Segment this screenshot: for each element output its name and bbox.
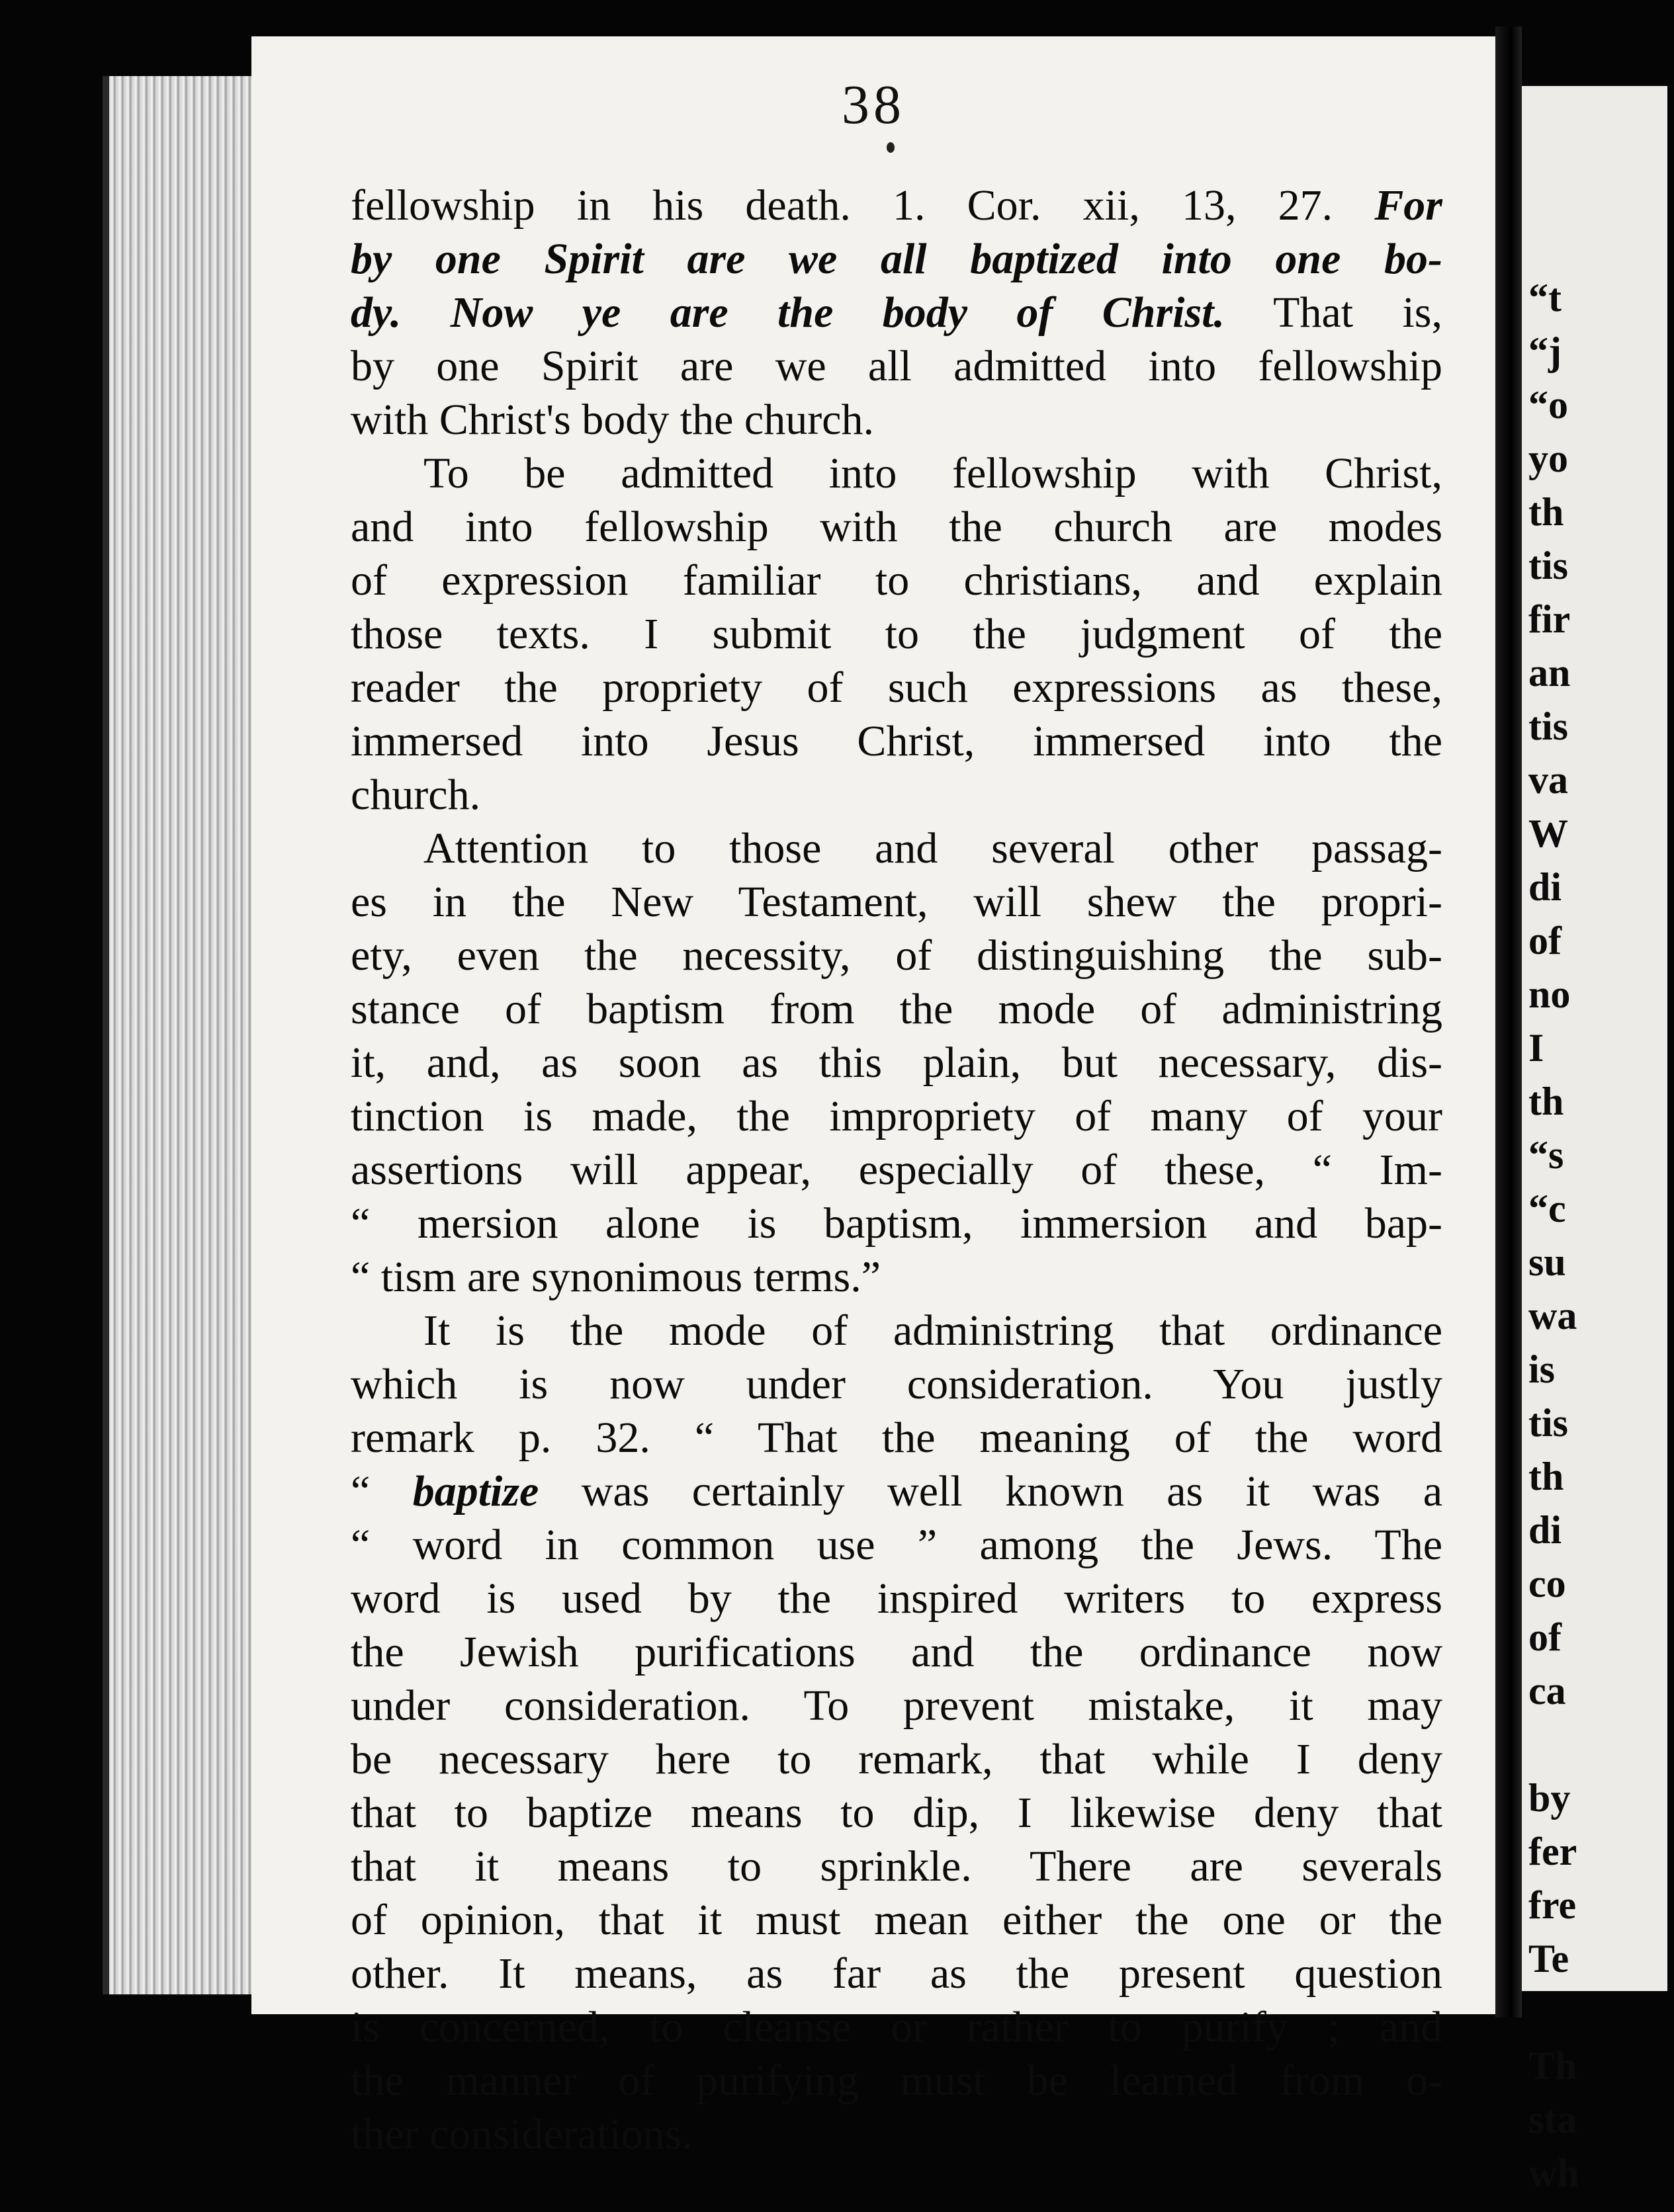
facing-page-fragment: W xyxy=(1528,812,1568,855)
text-segment: be necessary here to remark, that while I deny xyxy=(351,1735,1442,1783)
text-line xyxy=(351,822,1442,875)
facing-page-fragment: sta xyxy=(1528,2098,1577,2141)
text-segment: tinction is made, the impropriety of many of your xyxy=(351,1092,1442,1140)
facing-page-fragment: “s xyxy=(1528,1133,1564,1177)
text-segment: immersed into Jesus Christ, immersed into the xyxy=(351,717,1442,765)
facing-page-fragment: su xyxy=(1528,1240,1566,1284)
text-segment: is concerned, to cleanse or rather to purify ; and xyxy=(351,2003,1442,2051)
text-segment: stance of baptism from the mode of administring xyxy=(351,985,1442,1033)
text-segment: ther considerations. xyxy=(351,2110,693,2158)
text-line xyxy=(351,500,1442,554)
text-segment: of opinion, that it must mean either the one or the xyxy=(351,1896,1442,1944)
text-line xyxy=(351,875,1442,929)
text-segment: To be admitted into fellowship with Christ, xyxy=(423,449,1442,497)
text-segment: the Jewish purifications and the ordinance now xyxy=(351,1628,1442,1676)
text-line xyxy=(351,661,1442,714)
text-line xyxy=(351,339,1442,393)
text-line xyxy=(351,286,1442,339)
facing-page-fragment xyxy=(1528,1718,1674,1771)
facing-page-fragment: di xyxy=(1528,865,1562,909)
text-line xyxy=(351,1893,1442,1947)
text-segment: the manner of purifying must be learned from o- xyxy=(351,2057,1442,2105)
text-segment: with Christ's body the church. xyxy=(351,396,874,444)
text-line xyxy=(351,2054,1442,2107)
text-segment: that it means to sprinkle. There are severals xyxy=(351,1842,1442,1891)
italic-text: For xyxy=(1374,181,1442,230)
text-segment: was certainly well known as it was a xyxy=(539,1467,1442,1515)
text-segment: ety, even the necessity, of distinguishing the sub- xyxy=(351,931,1442,980)
text-segment: church. xyxy=(351,771,481,819)
text-line xyxy=(351,1089,1442,1143)
facing-page-fragment: “t xyxy=(1528,276,1562,319)
text-segment: fellowship in his death. 1. Cor. xii, 13, 27. xyxy=(351,181,1375,230)
text-segment: “ word in common use ” among the Jews. The xyxy=(351,1521,1442,1569)
facing-page-fragment: of xyxy=(1528,1615,1562,1659)
facing-page-fragment: tis xyxy=(1528,1401,1568,1445)
facing-page-fragment: fer xyxy=(1528,1830,1577,1873)
facing-page-fragment: Te xyxy=(1528,1937,1569,1980)
text-segment: under consideration. To prevent mistake, it may xyxy=(351,1681,1442,1730)
facing-page-fragment: an xyxy=(1528,651,1571,695)
text-line xyxy=(351,2107,1442,2161)
text-line xyxy=(351,1840,1442,1893)
text-line xyxy=(351,982,1442,1036)
text-segment: that to baptize means to dip, I likewise deny that xyxy=(351,1789,1442,1837)
text-line xyxy=(351,554,1442,607)
book-page xyxy=(251,36,1495,2158)
text-line xyxy=(351,1036,1442,1089)
facing-page-fragment xyxy=(1528,1986,1674,2039)
text-line xyxy=(351,768,1442,822)
text-line xyxy=(351,1465,1442,1518)
text-line xyxy=(351,1786,1442,1840)
text-line xyxy=(351,447,1442,500)
text-line xyxy=(351,1304,1442,1357)
text-segment: by one Spirit are we all admitted into fellowship xyxy=(351,342,1442,390)
text-segment: es in the New Testament, will shew the propri- xyxy=(351,878,1442,926)
text-line xyxy=(351,929,1442,982)
facing-page-fragment: wh xyxy=(1528,2151,1579,2195)
text-line xyxy=(351,179,1442,232)
text-segment: of expression familiar to christians, and explain xyxy=(351,556,1442,605)
facing-page-fragment: is xyxy=(1528,1347,1556,1391)
facing-page-fragment: va xyxy=(1528,758,1568,802)
text-segment: “ tism are synonimous terms.” xyxy=(351,1253,881,1301)
facing-page-fragment: ca xyxy=(1528,1669,1566,1713)
text-line xyxy=(351,1357,1442,1411)
text-line xyxy=(351,1411,1442,1465)
facing-page-text-fragments xyxy=(1528,271,1674,2200)
text-segment: Attention to those and several other passag- xyxy=(423,824,1442,872)
facing-page-fragment: “c xyxy=(1528,1187,1566,1230)
text-segment: “ mersion alone is baptism, immersion and bap- xyxy=(351,1199,1442,1248)
facing-page-fragment: tis xyxy=(1528,704,1568,748)
text-line xyxy=(351,1143,1442,1197)
text-line xyxy=(351,2000,1442,2054)
italic-text: baptize xyxy=(412,1467,539,1515)
facing-page-fragment: fre xyxy=(1528,1883,1577,1927)
text-line xyxy=(351,607,1442,661)
text-line xyxy=(351,714,1442,768)
text-segment: It is the mode of administring that ordinance xyxy=(423,1306,1442,1355)
text-line xyxy=(351,1732,1442,1786)
facing-page-fragment: “j xyxy=(1528,329,1562,373)
italic-text: by one Spirit are we all baptized into one bo- xyxy=(351,235,1442,283)
text-segment: other. It means, as far as the present question xyxy=(351,1949,1442,1998)
facing-page-fragment: “o xyxy=(1528,383,1568,427)
facing-page-fragment: yo xyxy=(1528,437,1568,480)
text-segment: assertions will appear, especially of these, “ Im- xyxy=(351,1146,1442,1194)
text-segment: which is now under consideration. You justly xyxy=(351,1360,1442,1408)
facing-page-fragment: I xyxy=(1528,1026,1544,1070)
page-body-text xyxy=(351,179,1442,2161)
text-line xyxy=(351,1679,1442,1732)
facing-page-fragment: no xyxy=(1528,972,1571,1016)
text-segment: remark p. 32. “ That the meaning of the word xyxy=(351,1414,1442,1462)
ink-mark xyxy=(887,142,895,153)
facing-page-fragment: th xyxy=(1528,1080,1564,1123)
facing-page-fragment: th xyxy=(1528,490,1564,534)
text-segment: That is, xyxy=(1225,288,1442,337)
facing-page xyxy=(1522,86,1667,2195)
facing-page-fragment: co xyxy=(1528,1562,1566,1605)
facing-page-fragment: tis xyxy=(1528,544,1568,587)
text-segment: reader the propriety of such expressions as these, xyxy=(351,663,1442,712)
text-segment: “ xyxy=(351,1467,413,1515)
text-line xyxy=(351,1518,1442,1572)
facing-page-fragment: fir xyxy=(1528,597,1571,641)
book-page-edges xyxy=(103,76,268,1994)
facing-page-fragment: by xyxy=(1528,1776,1571,1820)
facing-page-fragment: Th xyxy=(1528,2044,1577,2088)
facing-page-fragment: wa xyxy=(1528,1294,1577,1338)
book-gutter xyxy=(1495,26,1522,2018)
facing-page-fragment: th xyxy=(1528,1455,1564,1498)
text-line xyxy=(351,1250,1442,1304)
text-segment: and into fellowship with the church are modes xyxy=(351,503,1442,551)
text-segment: it, and, as soon as this plain, but necessary, dis- xyxy=(351,1039,1442,1087)
text-line xyxy=(351,232,1442,286)
page-number: 38 xyxy=(842,74,905,136)
text-line xyxy=(351,1197,1442,1250)
facing-page-fragment: of xyxy=(1528,919,1562,962)
text-line xyxy=(351,393,1442,447)
text-line xyxy=(351,1625,1442,1679)
text-segment: those texts. I submit to the judgment of the xyxy=(351,610,1442,658)
text-line xyxy=(351,1947,1442,2000)
text-line xyxy=(351,1572,1442,1625)
facing-page-fragment: di xyxy=(1528,1508,1562,1552)
text-segment: word is used by the inspired writers to express xyxy=(351,1574,1442,1623)
italic-text: dy. Now ye are the body of Christ. xyxy=(351,288,1225,337)
